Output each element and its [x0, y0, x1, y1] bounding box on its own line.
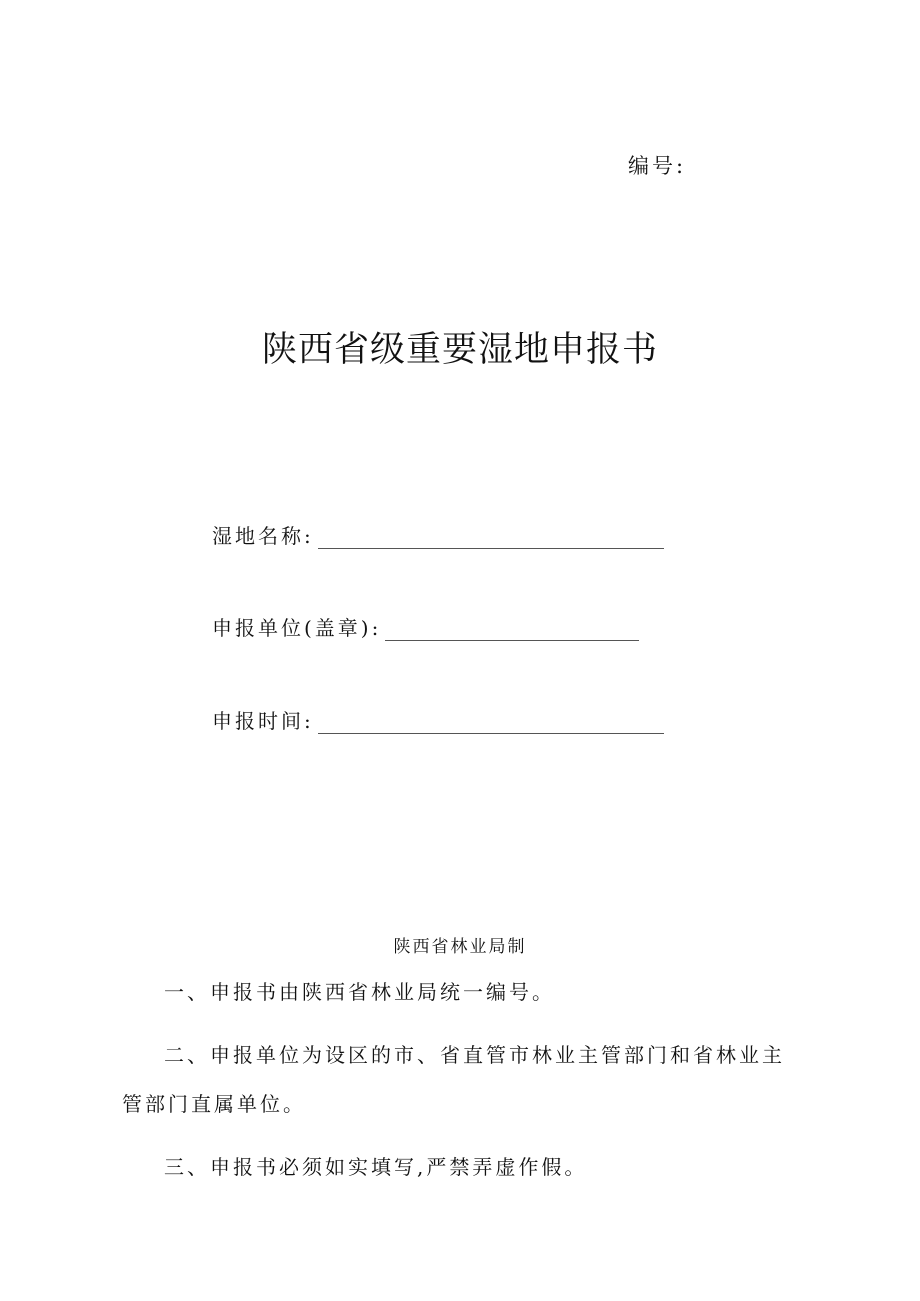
applicant-unit-field — [212, 612, 639, 641]
notes-section — [122, 968, 802, 1206]
issuer-line: 陕西省林业局制 — [393, 937, 527, 957]
note-item: 三、申报书必须如实填写,严禁弄虚作假。 — [164, 1155, 588, 1179]
wetland-name-field — [212, 520, 664, 549]
application-time-blank-line[interactable] — [318, 711, 664, 734]
document-title: 陕西省级重要湿地申报书 — [261, 330, 658, 370]
wetland-name-label: 湿地名称: — [212, 524, 314, 548]
application-time-field — [212, 705, 664, 734]
note-item: 一、申报书由陕西省林业局统一编号。 — [164, 980, 555, 1004]
applicant-unit-label: 申报单位(盖章): — [212, 616, 382, 640]
document-number-label: 编号: — [628, 154, 687, 178]
application-time-label: 申报时间: — [212, 709, 314, 733]
applicant-unit-blank-line[interactable] — [385, 618, 639, 641]
wetland-name-blank-line[interactable] — [318, 526, 664, 549]
note-item: 二、申报单位为设区的市、省直管市林业主管部门和省林业主管部门直属单位。 — [122, 1043, 785, 1116]
